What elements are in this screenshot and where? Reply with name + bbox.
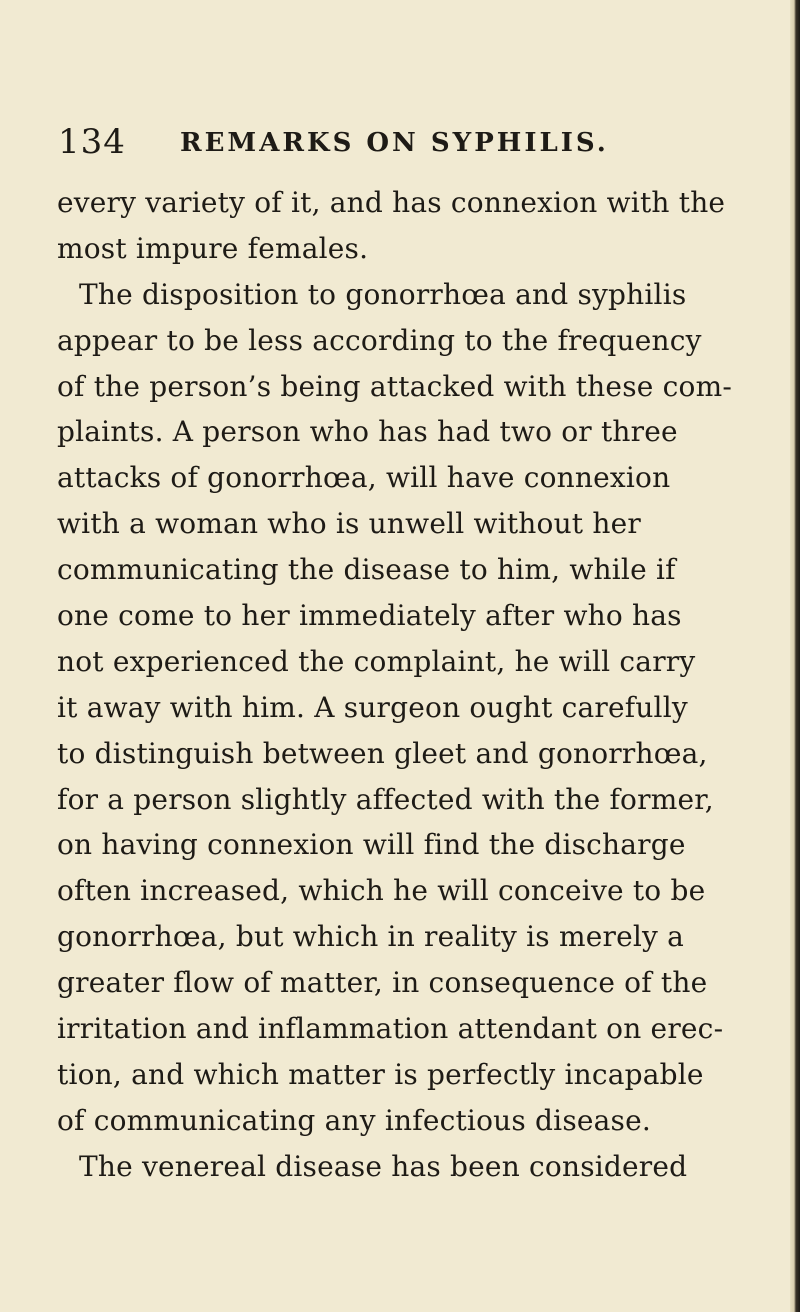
- text-line: it away with him. A surgeon ought carefully: [57, 690, 688, 724]
- text-line: not experienced the complaint, he will carry: [57, 644, 696, 678]
- text-line: appear to be less according to the frequency: [57, 323, 702, 357]
- page-edge-shadow: [790, 0, 800, 1312]
- text-line: plaints. A person who has had two or three: [57, 415, 678, 449]
- text-line: one come to her immediately after who has: [57, 599, 682, 633]
- text-line: gonorrhœa, but which in reality is merely a: [57, 920, 685, 954]
- text-line: irritation and inflammation attendant on erec-: [57, 1012, 724, 1046]
- body-text: [57, 180, 757, 1190]
- text-line: tion, and which matter is perfectly incapable: [57, 1057, 704, 1091]
- text-line: often increased, which he will conceive to be: [57, 874, 706, 908]
- text-line: of communicating any infectious disease.: [57, 1103, 651, 1137]
- text-line: greater flow of matter, in consequence of the: [57, 966, 708, 1000]
- text-line: on having connexion will find the discharge: [57, 828, 686, 862]
- text-line: to distinguish between gleet and gonorrhœa,: [57, 736, 708, 770]
- running-head: REMARKS ON SYPHILIS.: [180, 128, 609, 158]
- text-line: attacks of gonorrhœa, will have connexion: [57, 461, 671, 495]
- text-line: with a woman who is unwell without her: [57, 507, 641, 541]
- text-line: The venereal disease has been considered: [79, 1149, 688, 1183]
- page-number: 134: [58, 122, 126, 162]
- text-line: of the person’s being attacked with these com-: [57, 369, 732, 403]
- page-header: [58, 122, 758, 166]
- text-line: The disposition to gonorrhœa and syphilis: [79, 277, 687, 311]
- text-line: every variety of it, and has connexion with the: [57, 186, 726, 219]
- text-line: for a person slightly affected with the former,: [57, 782, 714, 816]
- text-line: communicating the disease to him, while if: [57, 553, 676, 587]
- text-line: most impure females.: [57, 231, 369, 265]
